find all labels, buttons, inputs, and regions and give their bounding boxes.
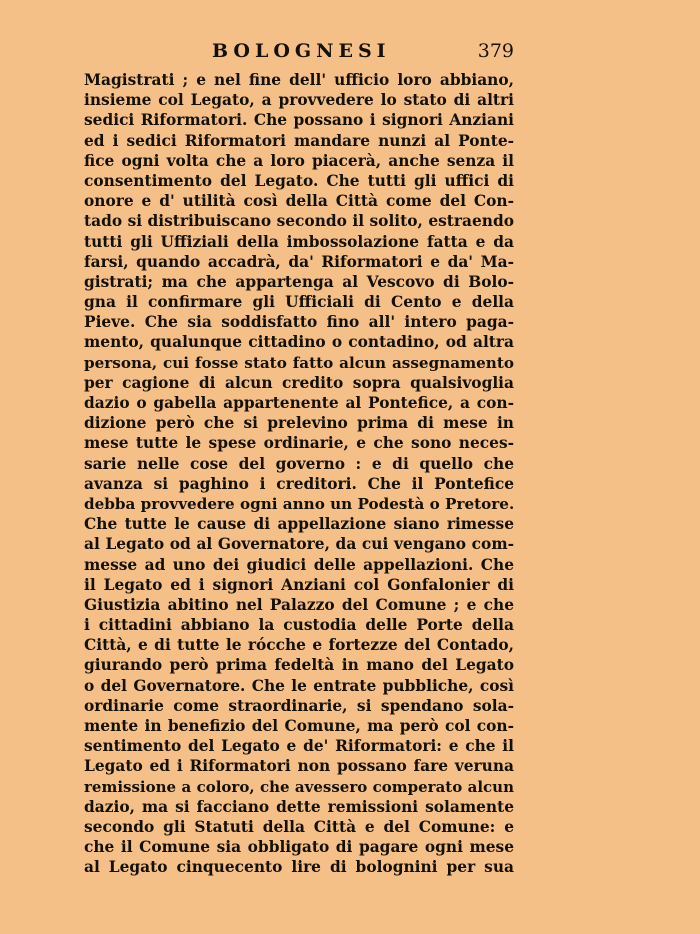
running-title: BOLOGNESI <box>212 40 391 62</box>
text-line: Giustizia abitino nel Palazzo del Comune ; e che <box>84 595 514 614</box>
text-line: i cittadini abbiano la custodia delle Porte della <box>84 616 514 635</box>
text-line: giurando però prima fedeltà in mano del Legato <box>84 656 514 675</box>
text-line: dizione però che si prelevino prima di mese in <box>84 414 514 433</box>
text-line: debba provvedere ogni anno un Podestà o Pretore. <box>84 494 515 513</box>
text-line: mento, qualunque cittadino o contadino, od altra <box>84 333 514 352</box>
text-line: Città, e di tutte le rócche e fortezze del Contado, <box>84 636 514 655</box>
page-number: 379 <box>477 40 514 62</box>
text-line: avanza si paghino i creditori. Che il Pontefice <box>84 474 514 493</box>
text-line: tutti gli Uffiziali della imbossolazione fatta e da <box>84 232 514 251</box>
text-line: secondo gli Statuti della Città e del Comune: e <box>84 817 514 836</box>
text-line: insieme col Legato, a provvedere lo stato di altri <box>84 91 514 110</box>
text-line: farsi, quando accadrà, da' Riformatori e da' Ma- <box>84 252 514 271</box>
text-line: remissione a coloro, che avessero comperato alcun <box>84 777 514 796</box>
text-line: mente in benefizio del Comune, ma però col con- <box>84 717 514 735</box>
text-line: sedici Riformatori. Che possano i signori Anziani <box>84 111 514 130</box>
text-line: Legato ed i Riformatori non possano fare veruna <box>84 757 514 776</box>
text-line: Magistrati ; e nel fine dell' ufficio loro abbiano, <box>84 71 514 89</box>
text-line: sentimento del Legato e de' Riformatori: e che il <box>84 737 514 756</box>
text-line: al Legato cinquecento lire di bolognini per sua <box>84 858 514 877</box>
text-line: ordinarie come straordinarie, si spendano sola- <box>84 696 514 715</box>
text-line: che il Comune sia obbligato di pagare ogni mese <box>84 838 514 857</box>
text-line: messe ad uno dei giudici delle appellazioni. Che <box>84 555 514 574</box>
body-text <box>84 70 514 878</box>
text-line: tado si distribuiscano secondo il solito, estraendo <box>84 212 514 231</box>
text-line: sarie nelle cose del governo : e di quello che <box>84 454 514 473</box>
text-line: Pieve. Che sia soddisfatto fino all' intero paga- <box>84 313 514 332</box>
text-line: per cagione di alcun credito sopra qualsivoglia <box>84 373 514 392</box>
text-line: consentimento del Legato. Che tutti gli uffici di <box>84 171 514 190</box>
page-header <box>84 36 514 66</box>
text-line: gistrati; ma che appartenga al Vescovo di Bolo- <box>84 272 514 291</box>
text-line: mese tutte le spese ordinarie, e che sono neces- <box>84 434 514 453</box>
text-line: onore e d' utilità così della Città come del Con- <box>84 192 514 211</box>
text-line: persona, cui fosse stato fatto alcun assegnamento <box>84 353 514 372</box>
text-line: gna il confirmare gli Ufficiali di Cento e della <box>84 293 514 312</box>
text-line: fice ogni volta che a loro piacerà, anche senza il <box>84 151 514 170</box>
text-line: dazio, ma si facciano dette remissioni solamente <box>84 797 514 816</box>
text-line: dazio o gabella appartenente al Pontefice, a con- <box>84 394 514 412</box>
text-line: ed i sedici Riformatori mandare nunzi al Ponte- <box>84 131 514 150</box>
text-line: Che tutte le cause di appellazione siano rimesse <box>84 515 514 534</box>
text-line: o del Governatore. Che le entrate pubbliche, così <box>84 676 514 695</box>
text-line: al Legato od al Governatore, da cui vengano com- <box>84 535 514 554</box>
text-line: il Legato ed i signori Anziani col Gonfalonier di <box>84 575 514 594</box>
